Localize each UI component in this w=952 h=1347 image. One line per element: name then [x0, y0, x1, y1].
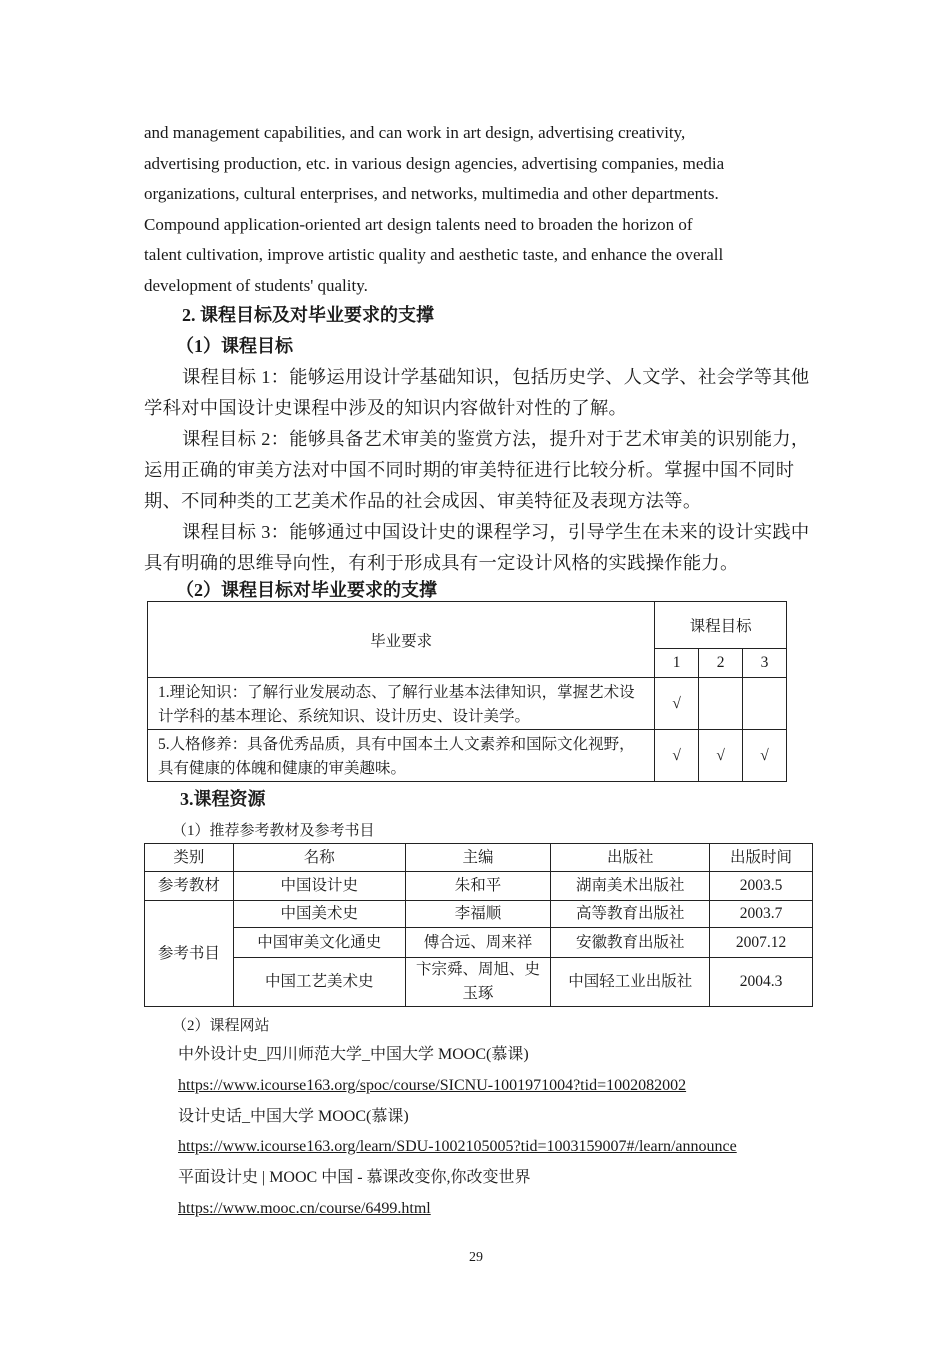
table-cell: 2007.12	[710, 928, 813, 958]
course-goals	[144, 362, 810, 579]
table-cell: 湖南美术出版社	[551, 872, 710, 901]
english-line: Compound application-oriented art design talents need to broaden the horizon of	[144, 214, 693, 234]
books-subheading: （1）推荐参考教材及参考书目	[172, 823, 375, 839]
check-mark: √	[699, 730, 743, 782]
table-header: 类别	[145, 844, 234, 872]
section3-heading: 3.课程资源	[180, 789, 266, 809]
table-cell: 卞宗舜、周旭、史玉琢	[405, 958, 551, 1007]
website-title: 设计史话_中国大学 MOOC(慕课)	[178, 1108, 409, 1125]
table-cell: 2003.7	[710, 901, 813, 928]
goal-number: 1	[655, 649, 699, 678]
website-link[interactable]: https://www.icourse163.org/learn/SDU-1002105005?tid=1003159007#/learn/announce	[178, 1138, 737, 1155]
table-cell: 2003.5	[710, 872, 813, 901]
table-cell: 中国设计史	[233, 872, 405, 901]
english-line: talent cultivation, improve artistic quality and aesthetic taste, and enhance the overall	[144, 245, 724, 264]
table-cell: 安徽教育出版社	[551, 928, 710, 958]
goal-header: 课程目标	[655, 602, 787, 649]
website-link[interactable]: https://www.mooc.cn/course/6499.html	[178, 1200, 431, 1217]
support-subheading: （2）课程目标对毕业要求的支撑	[176, 580, 437, 600]
website-link[interactable]: https://www.icourse163.org/spoc/course/SICNU-1001971004?tid=1002082002	[178, 1077, 687, 1094]
english-paragraph	[144, 118, 814, 301]
category-cell: 参考书目	[145, 901, 234, 1007]
table-cell: 中国美术史	[233, 901, 405, 928]
table-header: 出版社	[551, 844, 710, 872]
table-cell: 中国工艺美术史	[233, 958, 405, 1007]
table-cell: 中国轻工业出版社	[551, 958, 710, 1007]
goal-1: 课程目标 1：能够运用设计学基础知识，包括历史学、人文学、社会学等其他学科对中国设计史课程中涉及的知识内容做针对性的了解。	[144, 367, 810, 418]
english-line: advertising production, etc. in various design agencies, advertising companies, media	[144, 153, 725, 173]
goal-number: 3	[743, 649, 787, 678]
table-cell: 高等教育出版社	[551, 901, 710, 928]
english-line: development of students' quality.	[144, 275, 368, 295]
english-line: and management capabilities, and can work in art design, advertising creativity,	[144, 123, 686, 142]
websites-subheading: （2）课程网站	[172, 1018, 270, 1034]
table-cell: 傅合远、周来祥	[405, 928, 551, 958]
table-cell: 2004.3	[710, 958, 813, 1007]
check-mark	[699, 678, 743, 730]
category-cell: 参考教材	[145, 872, 234, 901]
books-table	[144, 843, 813, 1007]
website-title: 平面设计史 | MOOC 中国 - 慕课改变你,你改变世界	[178, 1169, 531, 1186]
website-title: 中外设计史_四川师范大学_中国大学 MOOC(慕课)	[178, 1046, 529, 1063]
table-header: 主编	[405, 844, 551, 872]
check-mark: √	[655, 678, 699, 730]
section2-heading: 2. 课程目标及对毕业要求的支撑	[182, 305, 434, 325]
check-mark	[743, 678, 787, 730]
check-mark: √	[655, 730, 699, 782]
table-header: 名称	[233, 844, 405, 872]
requirement-cell: 5.人格修养：具备优秀品质，具有中国本土人文素养和国际文化视野，具有健康的体魄和健康的审美趣味。	[148, 730, 655, 782]
table-cell: 李福顺	[405, 901, 551, 928]
english-line: organizations, cultural enterprises, and networks, multimedia and other departments.	[144, 184, 719, 203]
req-header: 毕业要求	[148, 602, 655, 678]
goal-number: 2	[699, 649, 743, 678]
table-cell: 朱和平	[405, 872, 551, 901]
goal-3: 课程目标 3：能够通过中国设计史的课程学习，引导学生在未来的设计实践中具有明确的思维导向性，有利于形成具有一定设计风格的实践操作能力。	[144, 522, 810, 573]
requirement-cell: 1.理论知识：了解行业发展动态、了解行业基本法律知识，掌握艺术设计学科的基本理论、系统知识、设计历史、设计美学。	[148, 678, 655, 730]
table-header: 出版时间	[710, 844, 813, 872]
course-goals-subheading: （1）课程目标	[176, 336, 293, 356]
check-mark: √	[743, 730, 787, 782]
goal-2: 课程目标 2：能够具备艺术审美的鉴赏方法，提升对于艺术审美的识别能力，运用正确的审美方法对中国不同时期的审美特征进行比较分析。掌握中国不同时期、不同种类的工艺美术作品的社会成因、审美特征及表现方法等。	[144, 429, 810, 511]
support-table	[147, 601, 787, 782]
page-number: 29	[469, 1250, 483, 1265]
table-cell: 中国审美文化通史	[233, 928, 405, 958]
